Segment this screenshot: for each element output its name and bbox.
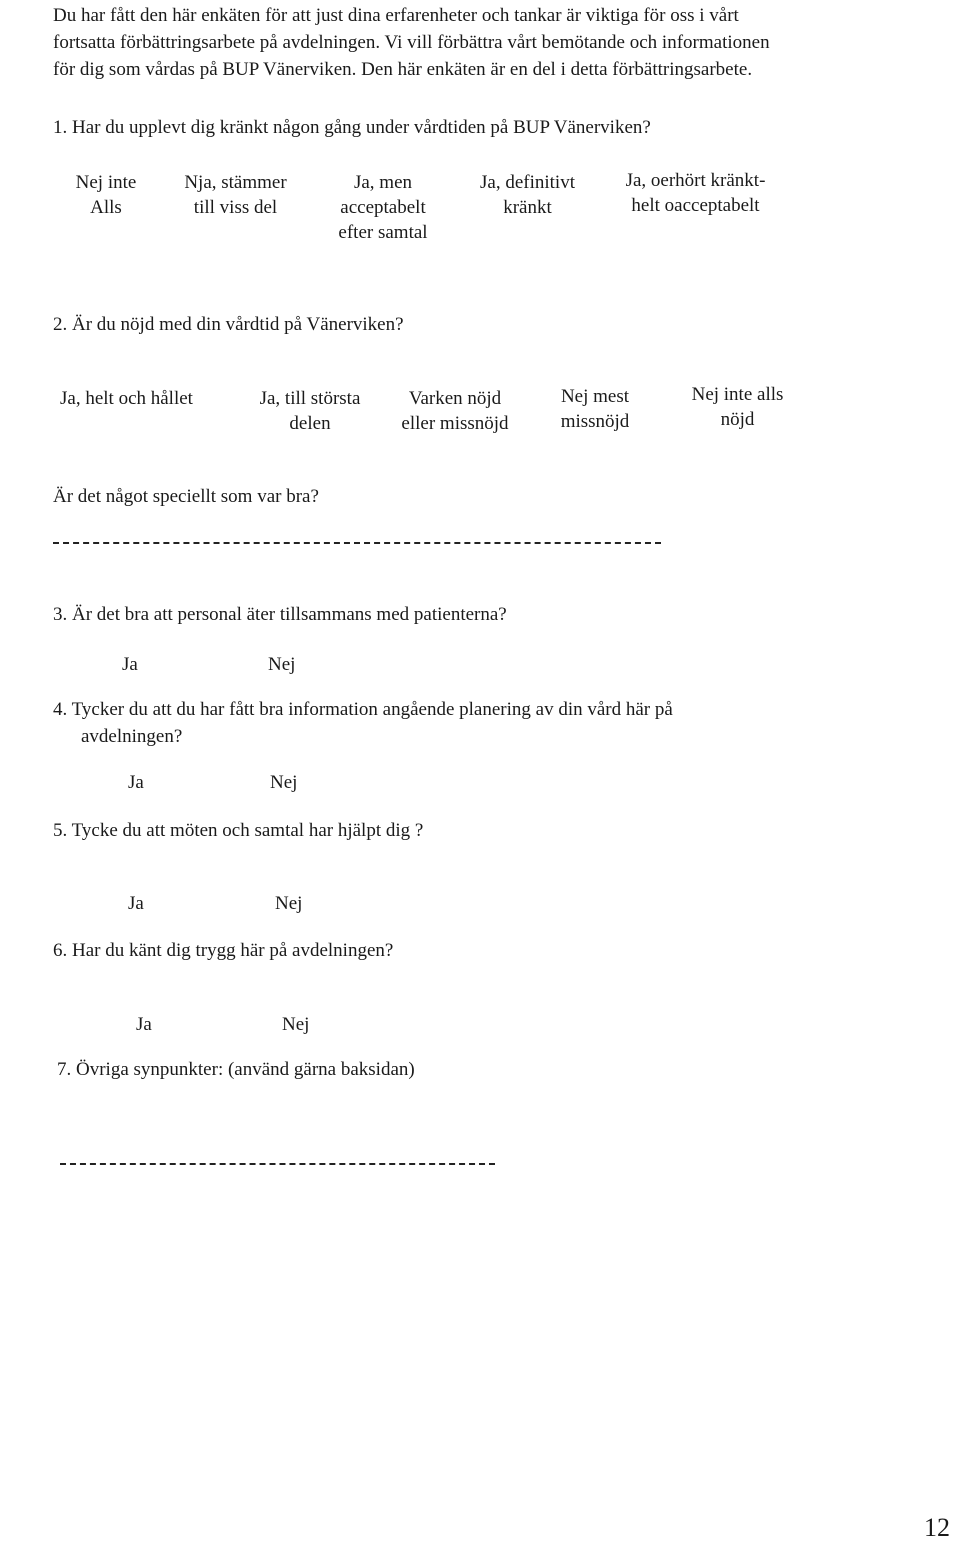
q5-no-option[interactable]: Nej [275, 893, 303, 914]
q2-option-3[interactable]: Varken nöjd eller missnöjd [401, 388, 509, 434]
q1-option-3[interactable]: Ja, men acceptabelt efter samtal [338, 172, 428, 243]
q4-yes-option[interactable]: Ja [128, 772, 144, 793]
q5-yes-option[interactable]: Ja [128, 893, 144, 914]
q2-followup: Är det något speciellt som var bra? [53, 486, 319, 507]
question-7: 7. Övriga synpunkter: (använd gärna baksidan) [57, 1059, 415, 1080]
question-3: 3. Är det bra att personal äter tillsammans med patienterna? [53, 604, 507, 625]
intro-line: för dig som vårdas på BUP Vänerviken. Den här enkäten är en del i detta förbättringsarbete. [53, 59, 753, 80]
q1-option-5[interactable]: Ja, oerhört kränkt- helt oacceptabelt [625, 170, 766, 216]
question-4: 4. Tycker du att du har fått bra information angående planering av din vård här på [53, 699, 673, 720]
question-2: 2. Är du nöjd med din vårdtid på Vänerviken? [53, 314, 404, 335]
q6-no-option[interactable]: Nej [282, 1014, 310, 1035]
q6-yes-option[interactable]: Ja [136, 1014, 152, 1035]
q4-no-option[interactable]: Nej [270, 772, 298, 793]
page-number: 12 [924, 1513, 950, 1542]
intro-paragraph [53, 2, 893, 83]
question-6: 6. Har du känt dig trygg här på avdelningen? [53, 940, 394, 961]
question-5: 5. Tycke du att möten och samtal har hjälpt dig ? [53, 820, 424, 841]
q3-yes-option[interactable]: Ja [122, 654, 138, 675]
q1-option-1[interactable]: Nej inte Alls [75, 172, 137, 218]
q1-option-2[interactable]: Nja, stämmer till viss del [184, 172, 287, 218]
q2-option-2[interactable]: Ja, till största delen [259, 388, 361, 434]
question-4-cont: avdelningen? [81, 726, 183, 747]
intro-line: fortsatta förbättringsarbete på avdelningen. Vi vill förbättra vårt bemötande och informationen [53, 32, 770, 53]
answer-line[interactable] [53, 542, 661, 544]
q2-option-5[interactable]: Nej inte alls nöjd [691, 384, 784, 430]
answer-line[interactable] [60, 1163, 495, 1165]
q2-option-4[interactable]: Nej mest missnöjd [560, 386, 630, 432]
intro-line: Du har fått den här enkäten för att just dina erfarenheter och tankar är viktiga för oss i vårt [53, 5, 739, 26]
q3-no-option[interactable]: Nej [268, 654, 296, 675]
q1-option-4[interactable]: Ja, definitivt kränkt [480, 172, 575, 218]
q2-option-1[interactable]: Ja, helt och hållet [60, 388, 193, 409]
question-1: 1. Har du upplevt dig kränkt någon gång under vårdtiden på BUP Vänerviken? [53, 117, 651, 138]
